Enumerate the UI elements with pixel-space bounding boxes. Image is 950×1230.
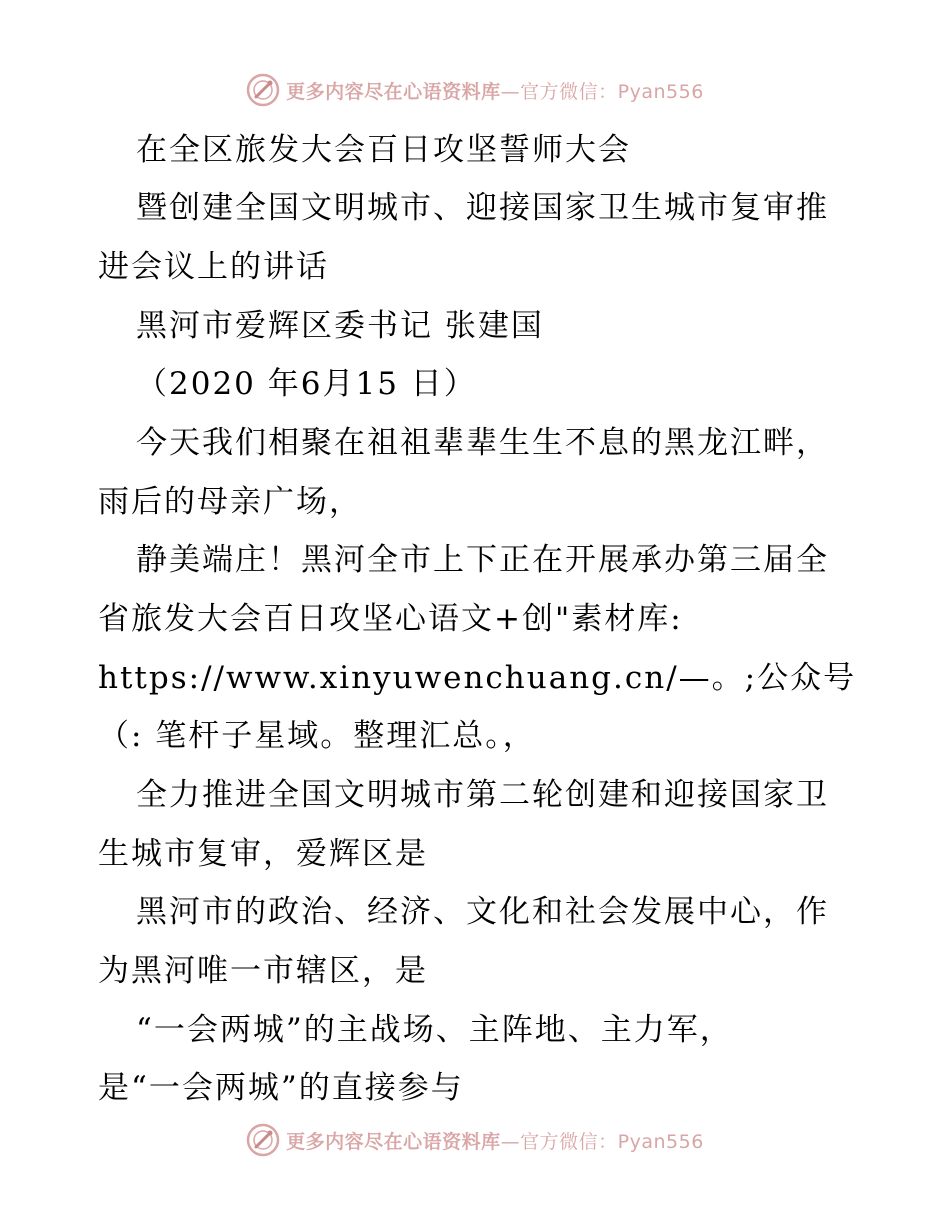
paragraph-line: https://www.xinyuwenchuang.cn/—。;公众号 [98, 660, 857, 696]
header-watermark [0, 70, 950, 110]
paragraph-line: 雨后的母亲广场， [98, 484, 362, 520]
title-line-1: 在全区旅发大会百日攻坚誓师大会 [136, 132, 631, 168]
seal-logo-icon [246, 1123, 280, 1157]
paragraph-line: （: 笔杆子星域。整理汇总。， [98, 718, 536, 754]
paragraph-line: 生城市复审，爱辉区是 [98, 836, 428, 872]
date-line: （2020 年6月15 日） [136, 366, 477, 402]
paragraph-line: 为黑河唯一市辖区，是 [98, 953, 428, 989]
footer-watermark [0, 1120, 950, 1160]
watermark-text: 更多内容尽在心语资料库—官方微信：Pyan556 [286, 80, 704, 103]
title-line-3: 进会议上的讲话 [98, 249, 329, 285]
paragraph-line: 今天我们相聚在祖祖辈辈生生不息的黑龙江畔， [136, 425, 829, 461]
watermark-text: 更多内容尽在心语资料库—官方微信：Pyan556 [286, 1130, 704, 1153]
paragraph-line: 黑河市的政治、经济、文化和社会发展中心，作 [136, 894, 829, 930]
title-line-2: 暨创建全国文明城市、迎接国家卫生城市复审推 [136, 190, 829, 226]
paragraph-line: 全力推进全国文明城市第二轮创建和迎接国家卫 [136, 777, 829, 813]
author-line: 黑河市爱辉区委书记 张建国 [136, 308, 544, 344]
paragraph-line: 静美端庄！黑河全市上下正在开展承办第三届全 [136, 542, 829, 578]
seal-logo-icon [246, 73, 280, 107]
paragraph-line: 是“一会两城”的直接参与 [98, 1070, 464, 1106]
paragraph-line: “一会两城”的主战场、主阵地、主力军， [136, 1012, 733, 1048]
paragraph-line: 省旅发大会百日攻坚心语文+创"素材库: [98, 601, 683, 637]
